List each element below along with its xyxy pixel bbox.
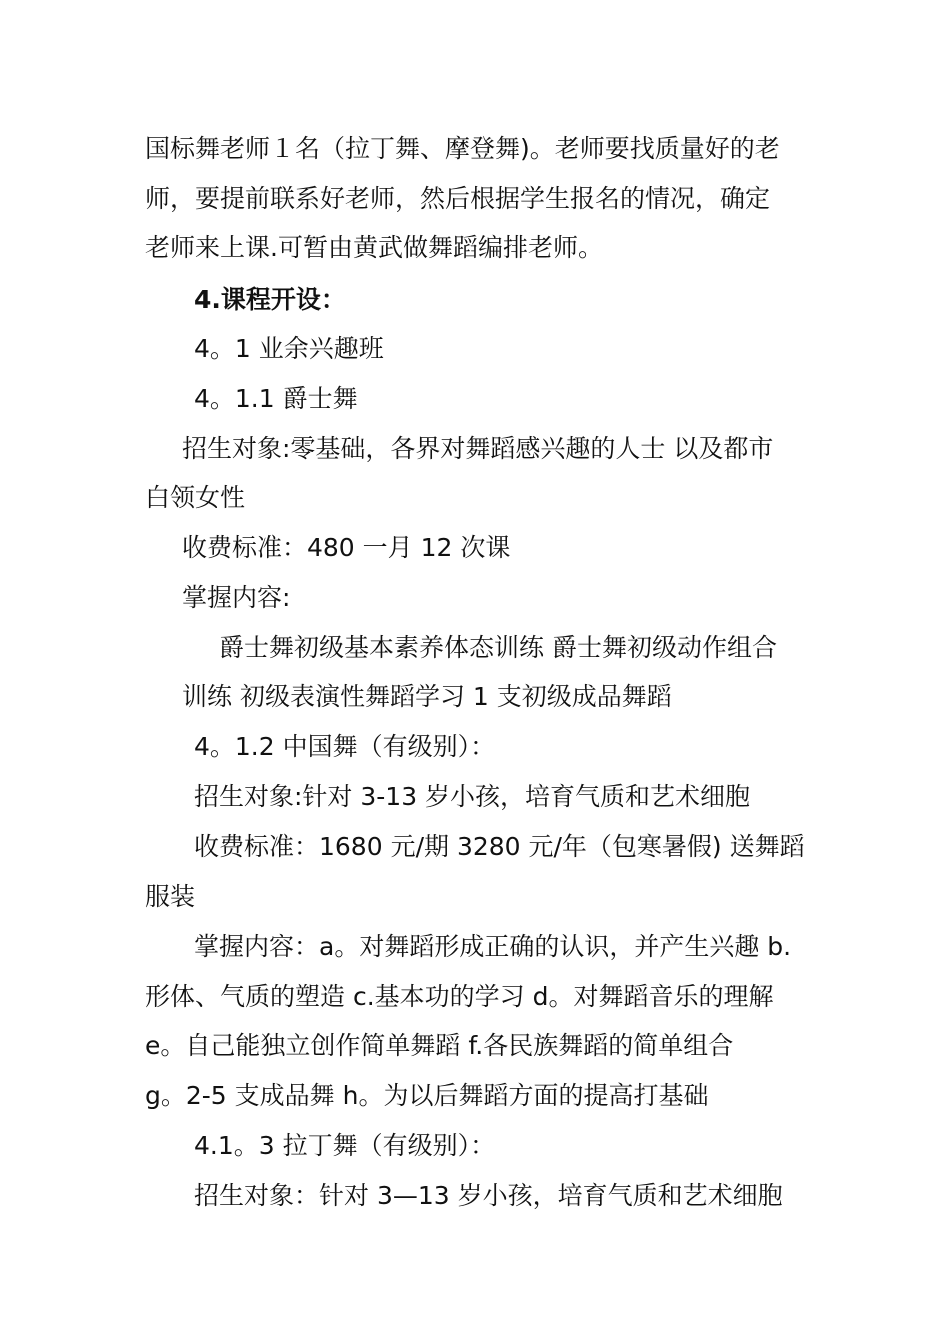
subsection-heading: 4。1 业余兴趣班 [194,334,384,363]
text-line: 服装 [145,882,196,911]
text-line: 收费标准：480 一月 12 次课 [182,533,511,562]
text-line: g。2-5 支成品舞 h。为以后舞蹈方面的提高打基础 [145,1081,709,1110]
text-line: e。自己能独立创作简单舞蹈 f.各民族舞蹈的简单组合 [145,1031,734,1060]
text-line: 收费标准：1680 元/期 3280 元/年（包寒暑假) 送舞蹈 [194,832,805,861]
text-line: 老师来上课.可暂由黄武做舞蹈编排老师。 [145,233,603,262]
section-heading: 4.课程开设： [194,285,346,314]
text-line: 招生对象:零基础，各界对舞蹈感兴趣的人士 以及都市 [182,434,774,463]
text-line: 白领女性 [145,483,246,512]
text-line: 形体、气质的塑造 c.基本功的学习 d。对舞蹈音乐的理解 [145,982,774,1011]
text-line: 爵士舞初级基本素养体态训练 爵士舞初级动作组合 [219,633,777,662]
text-line: 招生对象：针对 3—13 岁小孩，培育气质和艺术细胞 [194,1181,783,1210]
text-line: 招生对象:针对 3-13 岁小孩，培育气质和艺术细胞 [194,782,751,811]
text-line: 训练 初级表演性舞蹈学习 1 支初级成品舞蹈 [182,682,672,711]
subsection-heading: 4。1.1 爵士舞 [194,384,358,413]
subsection-heading: 4。1.2 中国舞（有级别）： [194,732,496,761]
subsection-heading: 4.1。3 拉丁舞（有级别）： [194,1131,496,1160]
text-line: 掌握内容: [182,583,291,612]
text-line: 师，要提前联系好老师，然后根据学生报名的情况，确定 [145,184,771,213]
text-line: 国标舞老师１名（拉丁舞、摩登舞)。老师要找质量好的老 [145,134,780,163]
text-line: 掌握内容：a。对舞蹈形成正确的认识，并产生兴趣 b. [194,932,792,961]
